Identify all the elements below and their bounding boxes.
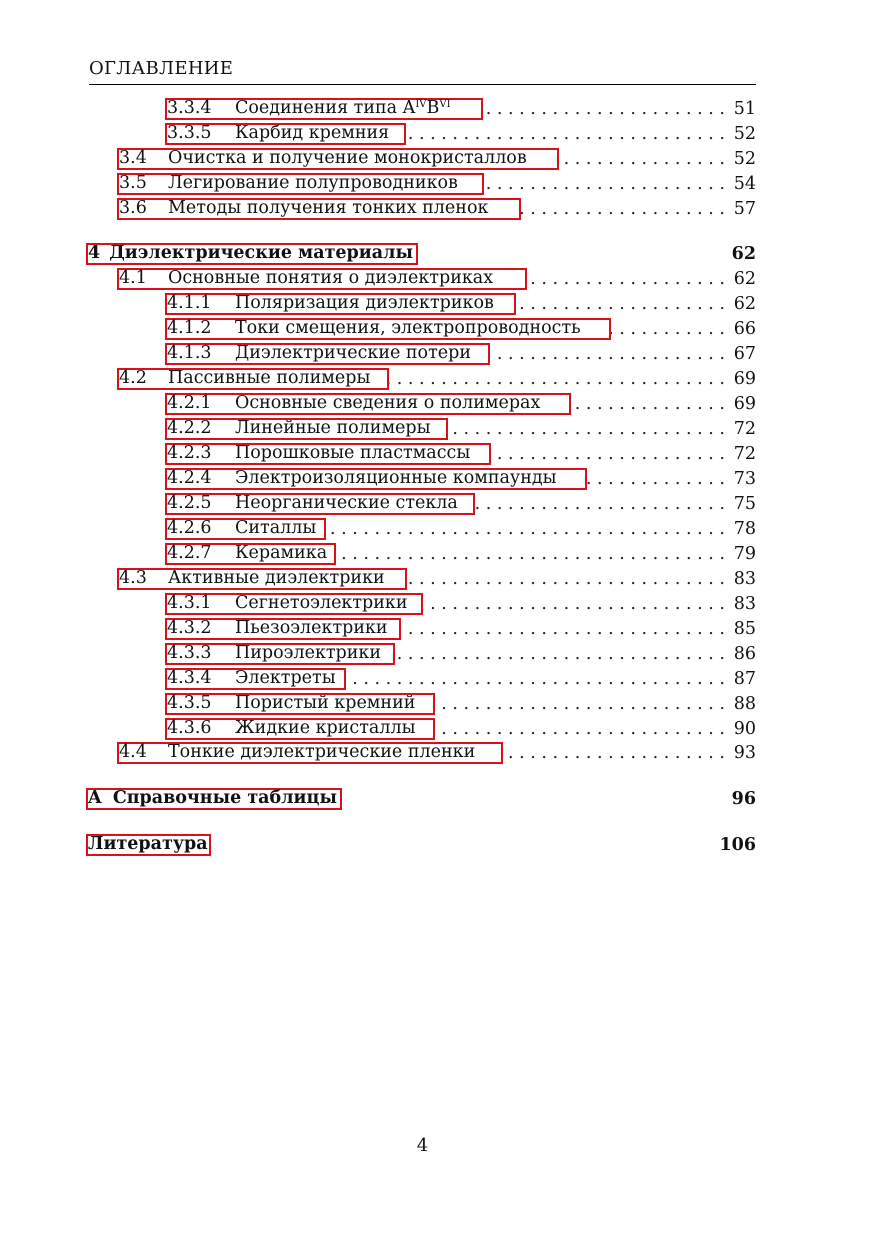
toc-title: Соединения типа $A^{IV}B^{VI}$ [235,98,451,119]
toc-title: Тонкие диэлектрические пленки [168,742,476,763]
toc-entry-4-3-3 [0,642,875,666]
toc-link-4-3-4[interactable] [165,668,346,690]
toc-link-4-2-1[interactable] [165,393,571,415]
dot-leader [490,342,725,366]
dot-leader [336,542,725,566]
toc-number: 4.3.2 [167,618,212,639]
toc-title: Пьезоэлектрики [235,618,388,639]
dot-leader [435,717,725,741]
toc-title: Жидкие кристаллы [235,718,416,739]
toc-number: 4.3.6 [167,718,212,739]
toc-number: 4.2.6 [167,518,212,539]
toc-page: 85 [733,619,756,639]
dot-leader [448,417,725,441]
toc-link-3-3-5[interactable] [165,123,406,145]
toc-page: 75 [733,494,756,514]
toc-link-4-3-1[interactable] [165,593,423,615]
toc-title: Токи смещения, электропроводность [235,318,581,339]
toc-entry-4-2-4 [0,467,875,491]
toc-page: 93 [733,743,756,763]
toc-link-literature[interactable] [86,834,211,856]
running-header: ОГЛАВЛЕНИЕ [89,58,234,79]
toc-page: 66 [733,319,756,339]
toc-page: 78 [733,519,756,539]
toc-number: 4.3.4 [167,668,212,689]
toc-title: Основные сведения о полимерах [235,393,541,414]
toc-entry-3-6 [0,197,875,221]
toc-link-4-1-2[interactable] [165,318,611,340]
toc-entry-3-3-5 [0,122,875,146]
dot-leader [346,667,725,691]
toc-page: 52 [733,149,756,169]
toc-page: 90 [733,719,756,739]
toc-page: 73 [733,469,756,489]
toc-page: 79 [733,544,756,564]
toc-number: 4.4 [119,742,147,763]
toc-number: 4.1.1 [167,293,212,314]
toc-page: 72 [733,419,756,439]
toc-link-4-2-4[interactable] [165,468,587,490]
dot-leader [483,97,725,121]
toc-number: 4.2.7 [167,543,212,564]
toc-number: 4.2.3 [167,443,212,464]
toc-title: Ситаллы [235,518,317,539]
toc-page: 69 [733,394,756,414]
toc-entry-4-1 [0,267,875,291]
toc-entry-3-4 [0,147,875,171]
dot-leader [559,147,725,171]
toc-title: Поляризация диэлектриков [235,293,494,314]
toc-link-3-3-4[interactable] [165,98,483,120]
toc-number: 4.3.1 [167,593,212,614]
toc-number: 4.1.3 [167,343,212,364]
toc-number: 4.2 [119,368,147,389]
toc-title: Литература [88,834,208,855]
toc-number: 4 [88,243,101,264]
toc-link-appendix-a[interactable] [86,788,342,810]
toc-link-3-6[interactable] [117,198,521,220]
toc-number: 4.2.5 [167,493,212,514]
toc-link-4-2-7[interactable] [165,543,336,565]
toc-entry-4-3-4 [0,667,875,691]
toc-link-4[interactable] [86,243,418,265]
toc-literature [0,833,875,857]
toc-link-4-3-6[interactable] [165,718,435,740]
toc-entry-4-2-7 [0,542,875,566]
toc-title: Основные понятия о диэлектриках [168,268,494,289]
toc-title: Активные диэлектрики [168,568,385,589]
toc-page: 96 [731,789,756,809]
toc-page: 57 [733,199,756,219]
toc-title: Методы получения тонких пленок [168,198,489,219]
toc-number: 3.6 [119,198,147,219]
toc-number: 3.3.5 [167,123,212,144]
toc-page: 67 [733,344,756,364]
toc-entry-4-1-2 [0,317,875,341]
toc-title: Неорганические стекла [235,493,458,514]
toc-entry-4-3-5 [0,692,875,716]
toc-number: 3.3.4 [167,98,212,119]
toc-entry-4-2-3 [0,442,875,466]
dot-leader [491,442,725,466]
toc-entry-4-3-1 [0,592,875,616]
toc-number: A [88,788,102,809]
toc-title: Диэлектрические материалы [109,243,413,264]
toc-title: Диэлектрические потери [235,343,472,364]
toc-page: 54 [733,174,756,194]
toc-number: 4.3.3 [167,643,212,664]
toc-entry-4-4 [0,741,875,765]
toc-title: Карбид кремния [235,123,390,144]
dot-leader [571,392,725,416]
toc-page: 72 [733,444,756,464]
dot-leader [475,492,725,516]
toc-entry-4-2 [0,367,875,391]
dot-leader [407,567,725,591]
toc-entry-4-3-2 [0,617,875,641]
toc-number: 4.3 [119,568,147,589]
dot-leader [611,317,725,341]
toc-page: 51 [733,99,756,119]
toc-title: Порошковые пластмассы [235,443,471,464]
toc-entry-4-2-2 [0,417,875,441]
toc-page: 62 [731,244,756,264]
toc-title: Справочные таблицы [112,788,337,809]
toc-title: Легирование полупроводников [168,173,458,194]
toc-title: Очистка и получение монокристаллов [168,148,527,169]
toc-link-4-3-3[interactable] [165,643,395,665]
toc-link-4-1-3[interactable] [165,343,490,365]
toc-appendix-a [0,787,875,811]
toc-title: Сегнетоэлектрики [235,593,408,614]
toc-number: 4.3.5 [167,693,212,714]
toc-link-4-2-5[interactable] [165,493,475,515]
toc-entry-4-1-1 [0,292,875,316]
toc-page: 83 [733,594,756,614]
toc-page: 62 [733,269,756,289]
dot-leader [516,292,725,316]
toc-page: 87 [733,669,756,689]
toc-link-4-2-6[interactable] [165,518,326,540]
toc-entry-4-1-3 [0,342,875,366]
dot-leader [435,692,725,716]
dot-leader [587,467,725,491]
toc-link-4-2-2[interactable] [165,418,448,440]
toc-entry-4-2-1 [0,392,875,416]
toc-title: Электроизоляционные компаунды [235,468,557,489]
toc-entry-3-5 [0,172,875,196]
dot-leader [401,617,725,641]
toc-page: 86 [733,644,756,664]
toc-title: Пироэлектрики [235,643,382,664]
toc-title: Керамика [235,543,328,564]
toc-entry-4-2-6 [0,517,875,541]
dot-leader [395,642,725,666]
toc-number: 4.1.2 [167,318,212,339]
dot-leader [389,367,725,391]
toc-link-4-2[interactable] [117,368,389,390]
toc-entry-4-3 [0,567,875,591]
toc-entry-4-2-5 [0,492,875,516]
toc-link-4-3-5[interactable] [165,693,435,715]
toc-link-3-5[interactable] [117,173,484,195]
toc-page: 52 [733,124,756,144]
toc-number: 4.1 [119,268,147,289]
toc-number: 4.2.4 [167,468,212,489]
toc-link-4-4[interactable] [117,742,503,764]
dot-leader [521,197,725,221]
dot-leader [406,122,725,146]
toc-page: 88 [733,694,756,714]
toc-number: 4.2.2 [167,418,212,439]
toc-title: Линейные полимеры [235,418,431,439]
dot-leader [503,741,725,765]
toc-link-4-2-3[interactable] [165,443,491,465]
toc-title: Пассивные полимеры [168,368,371,389]
toc-chapter-4 [0,242,875,266]
toc-link-3-4[interactable] [117,148,559,170]
toc-page: 69 [733,369,756,389]
toc-number: 4.2.1 [167,393,212,414]
dot-leader [484,172,725,196]
dot-leader [326,517,725,541]
dot-leader [423,592,725,616]
toc-number: 3.4 [119,148,147,169]
toc-number: 3.5 [119,173,147,194]
toc-page: 62 [733,294,756,314]
toc-link-4-3[interactable] [117,568,407,590]
toc-entry-4-3-6 [0,717,875,741]
toc-title: Пористый кремний [235,693,416,714]
dot-leader [527,267,725,291]
toc-page: 83 [733,569,756,589]
toc-entry-3-3-4 [0,97,875,121]
page-number: 4 [416,1135,429,1156]
toc-title: Электреты [235,668,336,689]
toc-page: 106 [719,835,756,855]
toc-link-4-3-2[interactable] [165,618,401,640]
toc-link-4-1-1[interactable] [165,293,516,315]
toc-link-4-1[interactable] [117,268,527,290]
